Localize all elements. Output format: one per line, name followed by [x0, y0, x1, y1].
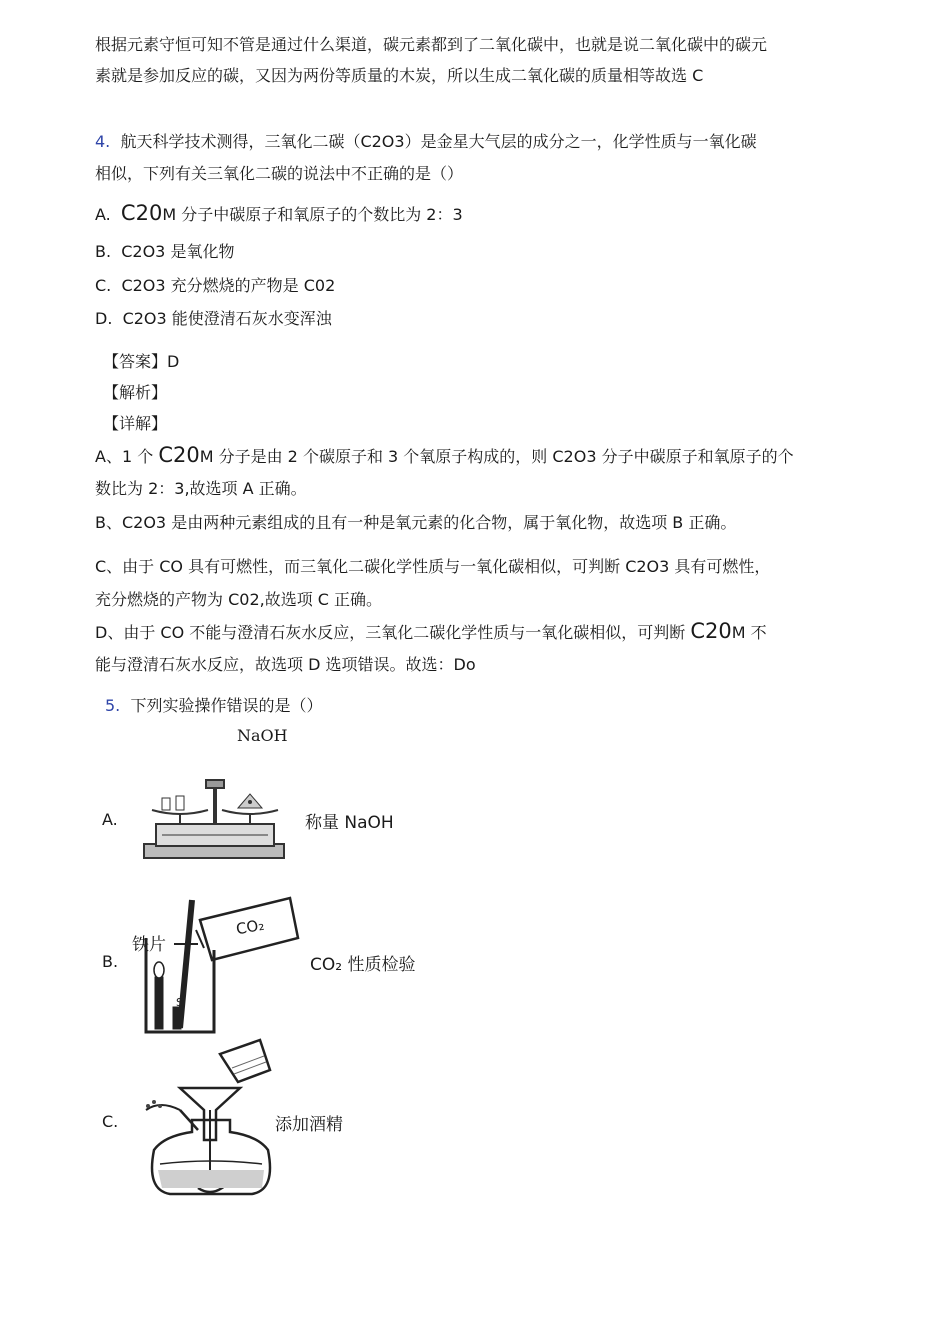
option-letter: A.: [95, 205, 111, 224]
svg-text:S: S: [176, 996, 183, 1009]
explain-b: B、C2O3 是由两种元素组成的且有一种是氧元素的化合物，属于氧化物，故选项 B 正确。: [95, 513, 737, 532]
formula-c20: C20: [120, 201, 163, 225]
option-text: C2O3 能使澄清石灰水变浑浊: [122, 309, 332, 328]
option-letter: D.: [95, 309, 113, 328]
figure-b-letter: B.: [102, 952, 119, 971]
option-b: [95, 240, 234, 264]
question-number: 5.: [105, 696, 121, 715]
intro-line-2: 素就是参加反应的碳，又因为两份等质量的木炭，所以生成二氧化碳的质量相等故选 C: [95, 66, 704, 85]
explain-text: M 分子是由 2 个碳原子和 3 个氧原子构成的，则 C2O3 分子中碳原子和氧原子的个: [199, 447, 794, 466]
option-c: [95, 274, 335, 298]
analysis-label: 【解析】: [103, 383, 168, 402]
answer-label: 【答案】D: [103, 352, 180, 371]
option-letter: B.: [95, 242, 112, 261]
alcohol-lamp-illustration: [140, 1040, 280, 1200]
figure-a-caption: 称量 NaOH: [305, 813, 394, 833]
explain-text: M 不: [731, 623, 767, 642]
question-4-stem: [95, 130, 757, 154]
explain-d-line-1: [95, 619, 767, 645]
option-text: C2O3 是氧化物: [121, 242, 235, 261]
iron-sheet-label: 铁片: [132, 935, 166, 955]
explain-a-line-1: [95, 443, 794, 469]
explain-d-line-2: 能与澄清石灰水反应，故选项 D 选项错误。故选：Do: [95, 655, 476, 674]
explain-a-line-2: 数比为 2：3,故选项 A 正确。: [95, 479, 307, 498]
figure-b-caption: CO₂ 性质检验: [310, 955, 416, 975]
question-number: 4.: [95, 132, 111, 151]
explain-text: D、由于 CO 不能与澄清石灰水反应，三氧化二碳化学性质与一氧化碳相似，可判断: [95, 623, 686, 642]
option-text: C2O3 充分燃烧的产物是 C02: [121, 276, 336, 295]
figure-a-letter: A.: [102, 810, 118, 829]
option-text: M 分子中碳原子和氧原子的个数比为 2：3: [162, 205, 463, 224]
formula-c20: C20: [158, 443, 200, 467]
option-d: [95, 307, 332, 331]
explain-text: A、1 个: [95, 447, 154, 466]
co2-bottle-label: CO₂: [234, 915, 266, 939]
question-5-stem: [105, 694, 322, 718]
cut-off-text: NaOH: [237, 726, 288, 745]
explain-c-line-2: 充分燃烧的产物为 C02,故选项 C 正确。: [95, 590, 383, 609]
intro-line-1: 根据元素守恒可知不管是通过什么渠道，碳元素都到了二氧化碳中，也就是说二氧化碳中的碳元: [95, 35, 768, 54]
balance-illustration: [140, 778, 290, 868]
option-letter: C.: [95, 276, 112, 295]
question-stem-2: 相似，下列有关三氧化二碳的说法中不正确的是（）: [95, 164, 464, 183]
figure-c-letter: C.: [102, 1112, 119, 1131]
question-stem: 下列实验操作错误的是（）: [130, 696, 323, 715]
explain-c-line-1: C、由于 CO 具有可燃性，而三氧化二碳化学性质与一氧化碳相似，可判断 C2O3 具有可燃性，: [95, 557, 771, 576]
figure-c-caption: 添加酒精: [275, 1115, 343, 1135]
formula-c20: C20: [690, 619, 732, 643]
co2-experiment-illustration: [140, 890, 310, 1040]
question-stem-1: 航天科学技术测得，三氧化二碳（C2O3）是金星大气层的成分之一，化学性质与一氧化碳: [120, 132, 757, 151]
detail-label: 【详解】: [103, 414, 168, 433]
option-a: [95, 201, 463, 227]
